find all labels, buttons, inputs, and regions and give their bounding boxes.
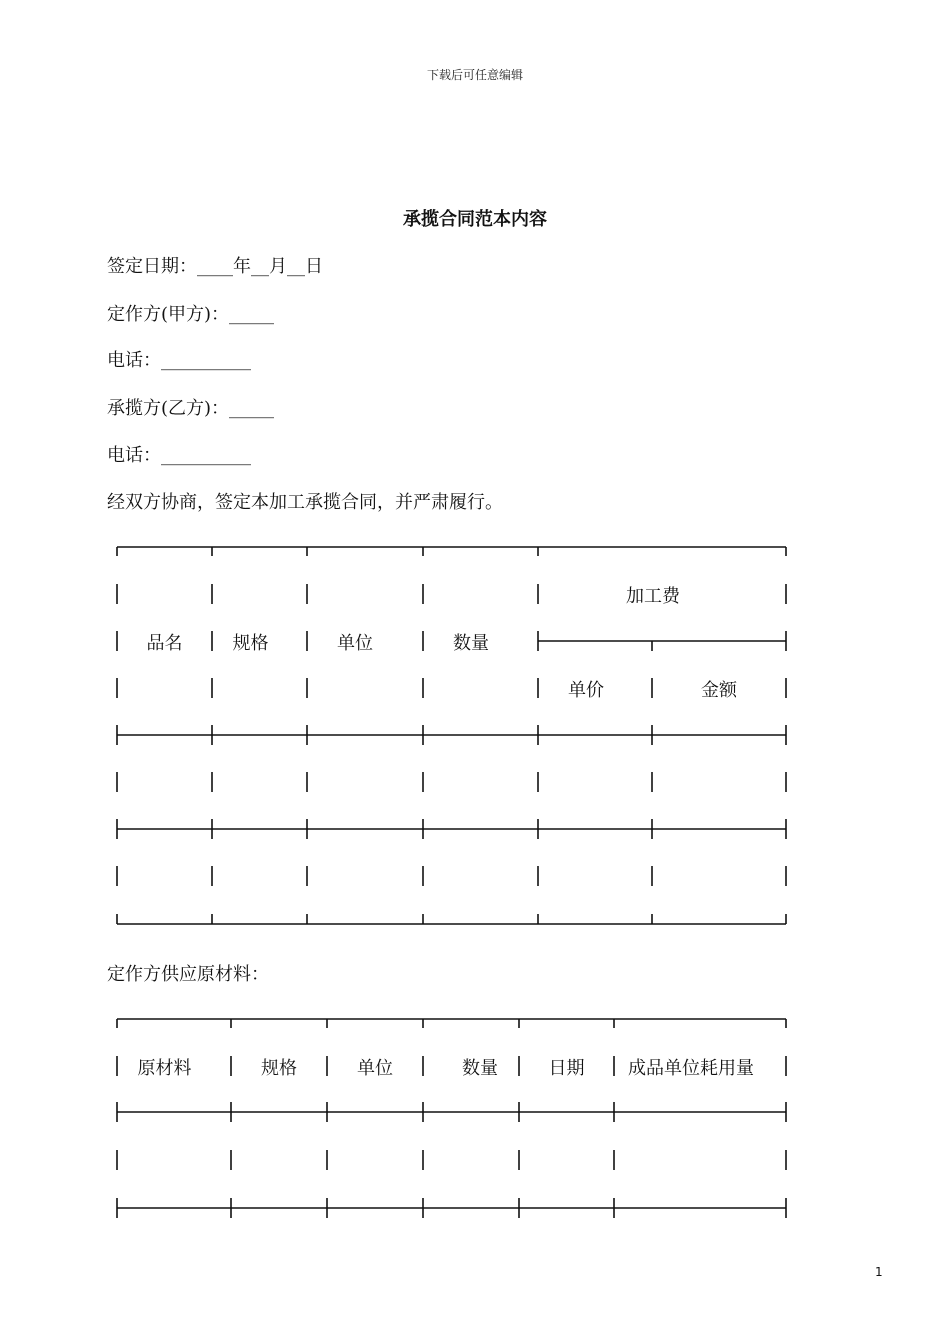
header-raw-material: 原材料 <box>137 1058 192 1079</box>
header-unit-price: 单价 <box>568 680 604 701</box>
header-processing-fee: 加工费 <box>626 586 680 607</box>
header-spec-2: 规格 <box>261 1058 297 1079</box>
raw-material-table-grid <box>117 1019 786 1218</box>
header-quantity: 数量 <box>453 633 489 654</box>
raw-material-section-label: 定作方供应原材料： <box>107 964 269 985</box>
header-unit: 单位 <box>337 633 373 654</box>
party-a-line: 定作方(甲方)：_____ <box>107 304 275 325</box>
header-product-name: 品名 <box>146 633 183 654</box>
header-note: 下载后可任意编辑 <box>426 68 523 82</box>
page-number: 1 <box>875 1265 883 1279</box>
signing-date-line: 签定日期：____年__月__日 <box>107 256 323 277</box>
header-specification: 规格 <box>232 633 269 654</box>
party-b-line: 承揽方(乙方)：_____ <box>107 398 275 419</box>
party-a-phone-line: 电话：__________ <box>107 350 251 371</box>
header-unit-2: 单位 <box>357 1058 393 1079</box>
agreement-statement: 经双方协商，签定本加工承揽合同，并严肃履行。 <box>107 492 503 513</box>
header-amount: 金额 <box>701 680 737 701</box>
party-b-phone-line: 电话：__________ <box>107 445 251 466</box>
header-date: 日期 <box>548 1058 585 1079</box>
header-consumption-per-unit: 成品单位耗用量 <box>628 1058 754 1079</box>
document-title: 承揽合同范本内容 <box>403 209 547 230</box>
header-quantity-2: 数量 <box>462 1058 498 1079</box>
